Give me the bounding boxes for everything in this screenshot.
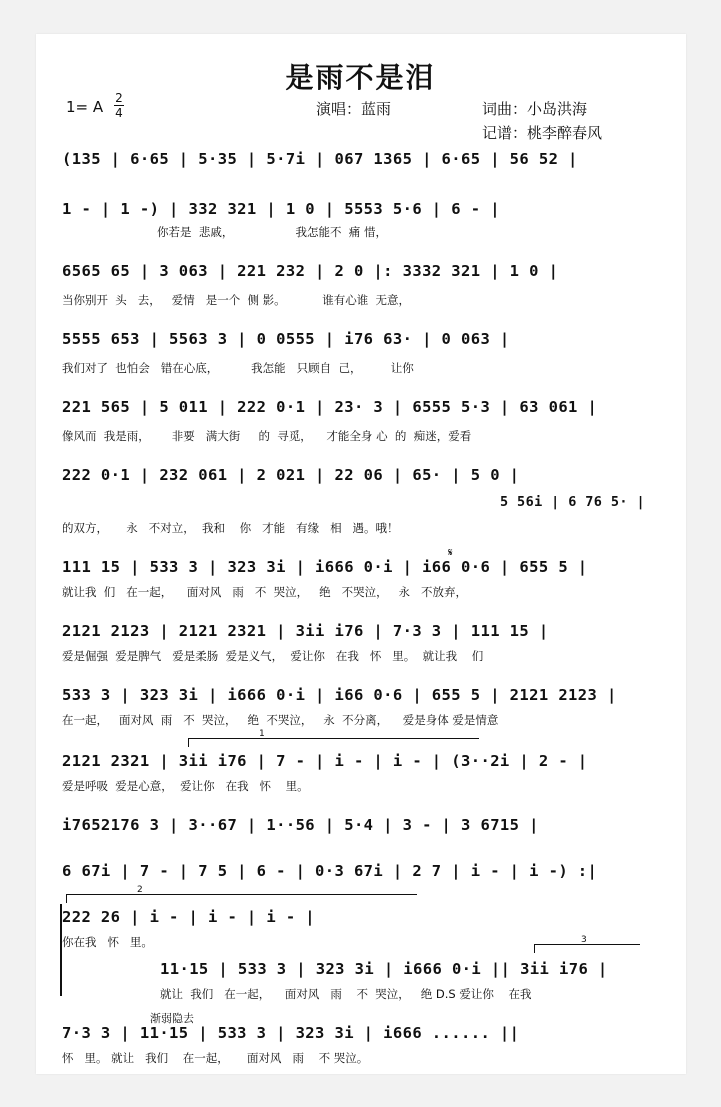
score-row-1-notes: (135 | 6·65 | 5·35 | 5·7i | 067 1365 | 6·65 | 56 52 | (62, 150, 578, 168)
score-row-14-notes: 11·15 | 533 3 | 323 3i | i666 0·i || 3ii i76 | (160, 960, 608, 978)
score-row-11-notes: i7652176 3 | 3··67 | 1··56 | 5·4 | 3 - | 3 6715 | (62, 816, 539, 834)
volta-2-label: 2 (137, 885, 143, 895)
score-row-2-lyrics: 你若是 悲戚， 我怎能不 痛 惜， (62, 225, 387, 239)
score-row-15-lyrics: 怀 里。 就让 我们 在一起， 面对风 雨 不 哭泣。 (62, 1051, 369, 1065)
score-row-10-lyrics: 爱是呼吸 爱是心意， 爱让你 在我 怀 里。 (62, 779, 309, 793)
score-row-9-lyrics: 在一起， 面对风 雨 不 哭泣， 绝 不哭泣， 永 不分离， 爱是身体 爱是情意 (62, 713, 499, 727)
time-signature (114, 92, 124, 119)
score-row-9-notes: 533 3 | 323 3i | i666 0·i | i66 0·6 | 655 5 | 2121 2123 | (62, 686, 617, 704)
score-row-3-notes: 6565 65 | 3 063 | 221 232 | 2 0 |: 3332 321 | 1 0 | (62, 262, 559, 280)
singer-credit: 演唱：蓝雨 (316, 100, 392, 118)
score-row-5-notes: 221 565 | 5 011 | 222 0·1 | 23· 3 | 6555 5·3 | 63 061 | (62, 398, 598, 416)
score-row-14-lyrics: 就让 我们 在一起， 面对风 雨 不 哭泣， 绝 D.S 爱让你 在我 (160, 987, 532, 1001)
song-title: 是雨不是泪 (285, 61, 436, 94)
time-signature-bottom: 4 (115, 106, 123, 120)
fade-out-marking: 渐弱隐去 (150, 1012, 194, 1025)
score-row-2-notes: 1 - | 1 -) | 332 321 | 1 0 | 5553 5·6 | 6 - | (62, 200, 500, 218)
score-row-8-lyrics: 爱是倔强 爱是脾气 爱是柔肠 爱是义气， 爱让你 在我 怀 里。 就让我 们 (62, 649, 484, 663)
score-row-12-notes: 6 67i | 7 - | 7 5 | 6 - | 0·3 67i | 2 7 | i - | i -) :| (62, 862, 598, 880)
time-signature-top: 2 (115, 91, 123, 105)
score-row-6-alt-notes: 5 56i | 6 76 5· | (500, 494, 645, 510)
volta-1-label: 1 (259, 729, 265, 739)
volta-2-bracket (66, 885, 417, 903)
score-row-10-notes: 2121 2321 | 3ii i76 | 7 - | i - | i - | (3··2i | 2 - | (62, 752, 588, 770)
volta-3-bracket (534, 935, 640, 953)
score-row-7-lyrics: 就让我 们 在一起， 面对风 雨 不 哭泣， 绝 不哭泣， 永 不放弃， (62, 585, 468, 599)
score-row-6-lyrics: 的双方， 永 不对立， 我和 你 才能 有缘 相 遇。哦！ (62, 521, 399, 535)
score-row-13-notes: 222 26 | i - | i - | i - | (62, 908, 316, 926)
volta-3-label: 3 (581, 935, 587, 945)
segno-sign: 𝄋 (448, 546, 453, 559)
score-row-7-notes: 111 15 | 533 3 | 323 3i | i666 0·i | i66 0·6 | 655 5 | (62, 558, 588, 576)
score-row-13-lyrics: 你在我 怀 里。 (62, 935, 153, 949)
key-signature: 1= A (66, 98, 104, 116)
score-row-6-notes: 222 0·1 | 232 061 | 2 021 | 22 06 | 65· | 5 0 | (62, 466, 520, 484)
volta-1-bracket (188, 729, 479, 747)
score-row-4-lyrics: 我们对了 也怕会 错在心底， 我怎能 只顾自 己， 让你 (62, 361, 414, 375)
score-row-8-notes: 2121 2123 | 2121 2321 | 3ii i76 | 7·3 3 | 111 15 | (62, 622, 549, 640)
score-row-3-lyrics: 当你别开 头 去， 爱情 是一个 侧 影。 谁有心谁 无意， (62, 293, 411, 307)
transcriber-credit: 记谱：桃李醉春风 (482, 124, 603, 142)
score-row-4-notes: 5555 653 | 5563 3 | 0 0555 | i76 63· | 0 063 | (62, 330, 510, 348)
score-row-15-notes: 7·3 3 | 11·15 | 533 3 | 323 3i | i666 ...... || (62, 1024, 520, 1042)
score-row-5-lyrics: 像风而 我是雨， 非要 满大街 的 寻觅， 才能全身 心 的 痴迷，爱看 (62, 429, 472, 443)
lyricist-credit: 词曲：小岛洪海 (482, 100, 588, 118)
